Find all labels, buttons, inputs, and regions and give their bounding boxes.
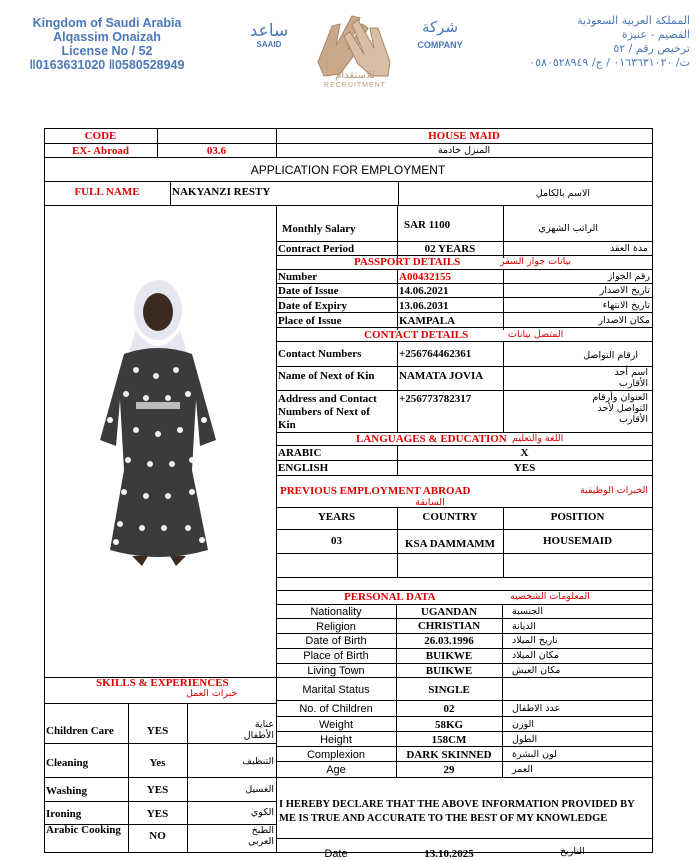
kin-address-value: +256773782317 [399,393,472,405]
passport-expiry-label-ar: تاريخ الانتهاء [602,300,650,311]
skill-washing-label: Washing [46,785,87,797]
language-english-value: YES [513,462,536,474]
company-ar-line-1: المملكة العربية السعودية [577,14,690,27]
company-ar-line-2: القصيم - عنيزة [621,28,690,41]
passport-number-value: A00432155 [399,271,451,283]
position-label-ar: المنزل خادمة [437,145,491,156]
nationality-value: UGANDAN [420,606,478,618]
company-phones: ‖0163631020 ‖0580528949 [29,58,185,72]
height-label-ar: الطول [512,734,538,745]
experience-section-title-ar: الخبرات الوظيفية [579,485,648,496]
contract-period-label-ar: مدة العقد [610,243,648,254]
personal-section-title: PERSONAL DATA [344,591,436,603]
next-of-kin-ar-line-1: اسم أحد [614,367,648,378]
place-of-birth-value: BUIKWE [425,650,473,662]
next-of-kin-ar-line-2: الأقارب [618,378,648,389]
children-count-label: No. of Children [299,703,373,715]
declaration-line-1: I HEREBY DECLARE THAT THE ABOVE INFORMATION PROVIDED BY [279,799,635,810]
salary-value: SAR 1100 [404,219,451,231]
contact-numbers-value: +256764462361 [399,348,472,360]
children-count-value: 02 [443,703,455,715]
religion-label: Religion [316,621,356,633]
nationality-label: Nationality [310,606,362,618]
contact-section-title: CONTACT DETAILS [364,329,469,341]
fullname-label-ar: الاسم بالكامل [535,188,590,199]
skills-section-title: SKILLS & EXPERIENCES [96,677,229,689]
skill-washing-label-ar: الغسيل [245,784,274,795]
experience-position-value: HOUSEMAID [542,535,613,547]
company-name-english [12,16,202,72]
company-name-arabic [470,14,690,70]
experience-section-title-ar-2: السابقة [415,497,445,508]
experience-section-title: PREVIOUS EMPLOYMENT ABROAD [280,485,471,497]
company-ar-phones: ت/ ٠١٦٣٦٣١٠٢٠ / ج/ ٠٥٨٠٥٢٨٩٤٩ [529,56,690,69]
living-town-value: BUIKWE [425,665,473,677]
logo-subtitle-ar: للاستقدام [335,70,375,81]
next-of-kin-value: NAMATA JOVIA [399,370,484,382]
passport-section-title-ar: بيانات جواز السفر [500,256,571,267]
logo-text-ar-left: ساعد [249,21,289,41]
skill-arabic-cooking-ar-1: الطبخ [251,825,274,836]
dob-label-ar: تاريخ الميلاد [512,635,558,646]
company-line-2: Alqassim Onaizah [53,30,161,44]
complexion-value: DARK SKINNED [406,749,492,761]
complexion-label: Complexion [306,749,366,761]
age-value: 29 [443,764,455,776]
languages-section-title: LANGUAGES & EDUCATION [356,433,507,445]
weight-label-ar: الوزن [512,719,535,730]
skill-ironing-value: YES [146,808,169,820]
logo-text-en-right: COMPANY [417,40,463,50]
height-value: 158CM [431,734,467,746]
kin-address-label-2: Numbers of Next of [278,406,370,418]
nationality-label-ar: الجنسية [512,606,543,617]
marital-status-label: Marital Status [302,684,370,696]
religion-value: CHRISTIAN [417,620,481,632]
declaration-line-2: ME IS TRUE AND ACCURATE TO THE BEST OF MY KNOWLEDGE [279,813,608,824]
position-label: HOUSE MAID [428,130,500,142]
skill-children-care-value: YES [146,725,169,737]
passport-issue-label: Date of Issue [278,285,339,297]
hands-logo-icon [318,16,390,76]
experience-years-value: 03 [331,535,342,547]
contact-numbers-label: Contact Numbers [278,348,362,360]
skill-ironing-label-ar: الكوي [250,807,274,818]
passport-issue-label-ar: تاريخ الاصدار [599,285,650,296]
languages-section-title-ar: اللغة والتعليم [512,433,564,444]
next-of-kin-label-ar [508,367,648,389]
language-arabic-label: ARABIC [278,447,322,459]
passport-issue-value: 14.06.2021 [399,285,449,297]
fullname-label: FULL NAME [74,186,140,198]
language-arabic-value: X [520,447,529,459]
kin-address-label-1: Address and Contact [278,393,377,405]
weight-value: 58KG [434,719,464,731]
experience-header-years: YEARS [317,511,356,523]
skill-cleaning-label: Cleaning [46,757,89,769]
applicant-photo [96,270,226,575]
contract-period-value: 02 YEARS [424,243,476,255]
children-count-label-ar: عدد الاطفال [512,703,561,714]
logo-text-en-left: SAAID [256,40,282,49]
skill-arabic-cooking-label-ar [190,825,274,847]
place-of-birth-label: Place of Birth [303,650,369,662]
dob-label: Date of Birth [305,635,367,647]
logo-text-ar-right: شركة [421,18,459,36]
language-english-label: ENGLISH [278,462,329,474]
weight-label: Weight [318,719,354,731]
kin-address-label-ar [508,392,648,425]
fullname-value: NAKYANZI RESTY [172,186,271,198]
company-ar-line-3: ترخيص رقم / ٥٢ [613,42,690,55]
marital-status-value: SINGLE [428,684,470,696]
skills-section-title-ar: خبرات العمل [186,688,238,699]
code-label: CODE [84,130,117,142]
kin-address-ar-line-2: التواصل لأحد [597,403,648,414]
dob-value: 26.03.1996 [424,635,474,647]
skill-washing-value: YES [146,784,169,796]
kin-address-ar-line-3: الأقارب [618,414,648,425]
declaration-date-label: Date [324,848,348,860]
company-line-1: Kingdom of Saudi Arabia [32,16,182,30]
living-town-label: Living Town [307,665,365,677]
personal-section-title-ar: المعلومات الشخصيه [510,591,590,602]
skill-cleaning-label-ar: التنظيف [242,756,274,767]
place-of-birth-label-ar: مكان الميلاد [512,650,560,661]
complexion-label-ar: لون البشرة [512,749,557,760]
skill-children-care-ar-2: الأطفال [243,730,274,741]
declaration-date-value: 13.10.2025 [424,848,474,860]
experience-header-country: COUNTRY [422,511,478,523]
skill-ironing-label: Ironing [46,808,82,820]
salary-label-ar: الراتب الشهري [538,223,598,234]
height-label: Height [320,734,352,746]
skill-children-care-ar-1: عناية [254,719,274,730]
contact-numbers-label-ar: ارقام التواصل [583,350,638,361]
experience-header-position: POSITION [550,511,605,523]
passport-place-value: KAMPALA [399,315,456,327]
passport-section-title: PASSPORT DETAILS [354,256,461,268]
salary-label: Monthly Salary [282,223,356,235]
skill-cleaning-value: Yes [149,757,166,769]
passport-place-label: Place of Issue [278,315,342,327]
skill-arabic-cooking-label: Arabic Cooking [46,824,121,836]
age-label-ar: العمر [512,764,533,775]
passport-number-label: Number [278,271,318,283]
contact-section-title-ar: المتصل بيانات [508,329,564,340]
company-line-3: License No / 52 [61,44,153,58]
passport-expiry-value: 13.06.2031 [399,300,449,312]
declaration-date-label-ar: التاريخ [560,846,585,857]
experience-country-value: KSA DAMMAMM [404,538,496,550]
code-value: EX- Abroad [72,145,129,157]
kin-address-label [278,393,377,432]
passport-number-label-ar: رقم الجواز [607,271,650,282]
form-title: APPLICATION FOR EMPLOYMENT [250,163,446,177]
skill-arabic-cooking-value: NO [149,830,166,842]
living-town-label-ar: مكان العيش [512,665,561,676]
skill-children-care-label: Children Care [46,725,114,737]
age-label: Age [326,764,346,776]
contract-period-label: Contract Period [278,243,355,255]
next-of-kin-label: Name of Next of Kin [278,370,375,382]
religion-label-ar: الديانة [512,621,536,632]
passport-expiry-label: Date of Expiry [278,300,348,312]
passport-place-label-ar: مكان الاصدار [598,315,650,326]
skill-children-care-label-ar [190,719,274,741]
logo-subtitle-en: RECRUITMENT [324,82,386,89]
kin-address-label-3: Kin [278,419,296,431]
skill-arabic-cooking-ar-2: العربي [248,836,274,847]
kin-address-ar-line-1: العنوان وأرقام [592,392,648,403]
code-number: 03.6 [206,145,227,157]
